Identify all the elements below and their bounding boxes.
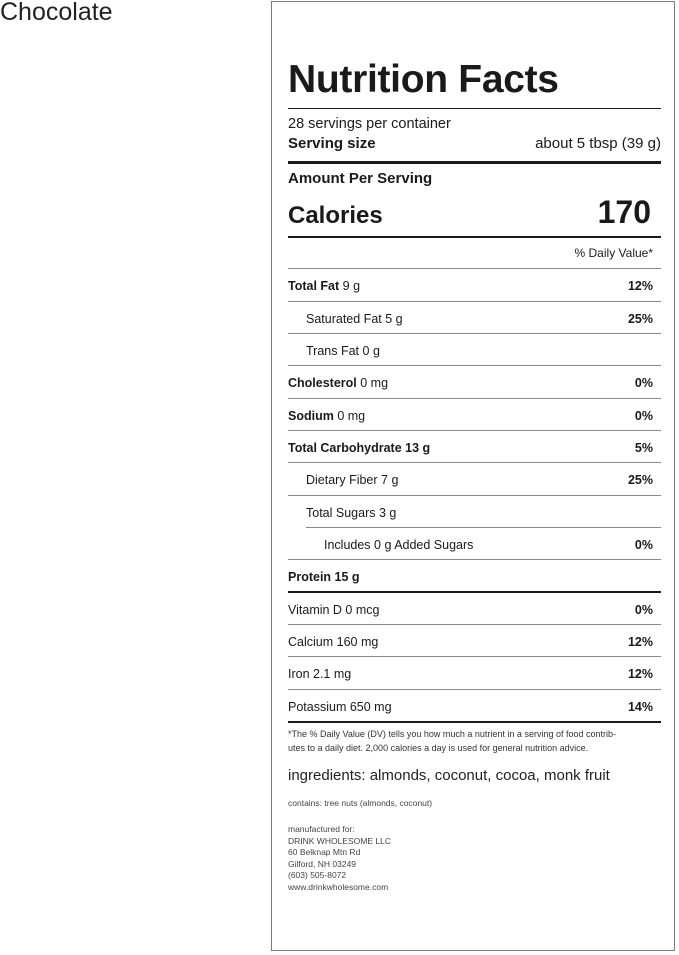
divider [288,268,661,269]
nutrient-amount: 9 g [342,279,361,293]
divider [288,398,661,399]
vitamin-text: Calcium 160 mg [288,635,379,649]
amount-per-serving: Amount Per Serving [288,170,433,187]
vitamin-row-potassium [288,691,661,723]
nutrient-amount: 15 g [334,570,360,584]
nutrient-dv: 12% [627,279,653,293]
vitamin-dv: 14% [627,700,653,714]
nutrient-dv: 0% [634,376,653,390]
ingredients-text: ingredients: almonds, coconut, cocoa, monk fruit [288,767,610,784]
nutrient-dv: 0% [634,409,653,423]
nutrient-amount: 0 g [362,344,380,358]
calories-value: 170 [597,194,651,230]
nutrient-row-total-sugars [288,497,661,529]
nutrient-name: Total Fat [288,279,340,293]
nutrient-row-trans-fat [288,335,661,367]
divider [288,624,661,625]
vitamin-row-calcium [288,626,661,658]
manufacturer-street: 60 Belknap Mtn Rd [288,847,361,858]
manufacturer-city: Gilford, NH 03249 [288,858,357,869]
divider [288,721,661,723]
divider [288,108,661,109]
daily-value-header: % Daily Value* [574,246,653,260]
nutrient-name: Sodium [288,409,334,423]
vitamin-text: Iron 2.1 mg [288,667,352,681]
divider [288,301,661,302]
divider [288,656,661,657]
vitamin-text: Vitamin D 0 mcg [288,603,380,617]
divider [288,559,661,560]
divider [288,365,661,366]
vitamin-row-iron [288,658,661,690]
nutrient-amount: 0 mg [337,409,366,423]
vitamin-dv: 0% [634,603,653,617]
nutrition-label [271,1,675,951]
nutrient-dv: 25% [627,473,653,487]
nutrient-name: Saturated Fat [306,312,382,326]
nutrient-dv: 5% [634,441,653,455]
vitamin-text: Potassium 650 mg [288,700,392,714]
vitamin-dv: 12% [627,635,653,649]
nutrient-amount: 7 g [381,473,399,487]
nutrient-row-saturated-fat [288,303,661,335]
nutrient-row-protein [288,561,661,593]
divider [288,495,661,496]
daily-value-footnote [288,727,648,755]
serving-size-label: Serving size [288,135,376,152]
divider [288,333,661,334]
divider [288,236,661,238]
manufacturer-name: DRINK WHOLESOME LLC [288,835,391,846]
nutrient-name: Cholesterol [288,376,357,390]
thick-divider [288,591,661,593]
nutrient-name: Total Sugars [306,506,376,520]
allergen-statement: contains: tree nuts (almonds, coconut) [288,798,433,808]
nutrient-row-total-fat [288,270,661,302]
divider [288,430,661,431]
vitamin-row-vitamin-d [288,594,661,626]
nutrient-row-dietary-fiber [288,464,661,496]
divider [306,527,661,528]
nutrient-row-cholesterol [288,367,661,399]
serving-size-row [288,135,661,152]
nutrient-row-total-carbohydrate [288,432,661,464]
calories-row [288,194,661,231]
divider [288,689,661,690]
footnote-line: utes to a daily diet. 2,000 calories a day is used for general nutrition advice. [288,743,589,753]
flavor-title: Chocolate [0,0,113,26]
vitamin-dv: 12% [627,667,653,681]
manufacturer-website: www.drinkwholesome.com [288,881,389,892]
calories-label: Calories [288,202,383,229]
nutrient-amount: 5 g [385,312,403,326]
label-title: Nutrition Facts [288,58,559,101]
nutrient-row-sodium [288,400,661,432]
nutrient-dv: 25% [627,312,653,326]
nutrient-name: Total Carbohydrate [288,441,402,455]
nutrient-row-added-sugars [288,529,661,561]
serving-size-value: about 5 tbsp (39 g) [535,135,661,152]
nutrient-dv: 0% [634,538,653,552]
manufacturer-phone: (603) 505-8072 [288,870,347,881]
nutrient-name: Protein [288,570,332,584]
footnote-line: *The % Daily Value (DV) tells you how much a nutrient in a serving of food contrib- [288,729,616,739]
divider [288,462,661,463]
nutrient-amount: 0 mg [360,376,389,390]
manufacturer-heading: manufactured for: [288,824,355,834]
thick-divider [288,161,661,164]
nutrient-name: Trans Fat [306,344,360,358]
manufacturer-block [288,824,391,894]
nutrient-amount: 13 g [405,441,431,455]
nutrient-name: Includes 0 g Added Sugars [324,538,474,552]
nutrient-amount: 3 g [378,506,397,520]
servings-per-container: 28 servings per container [288,116,451,132]
nutrient-name: Dietary Fiber [306,473,378,487]
